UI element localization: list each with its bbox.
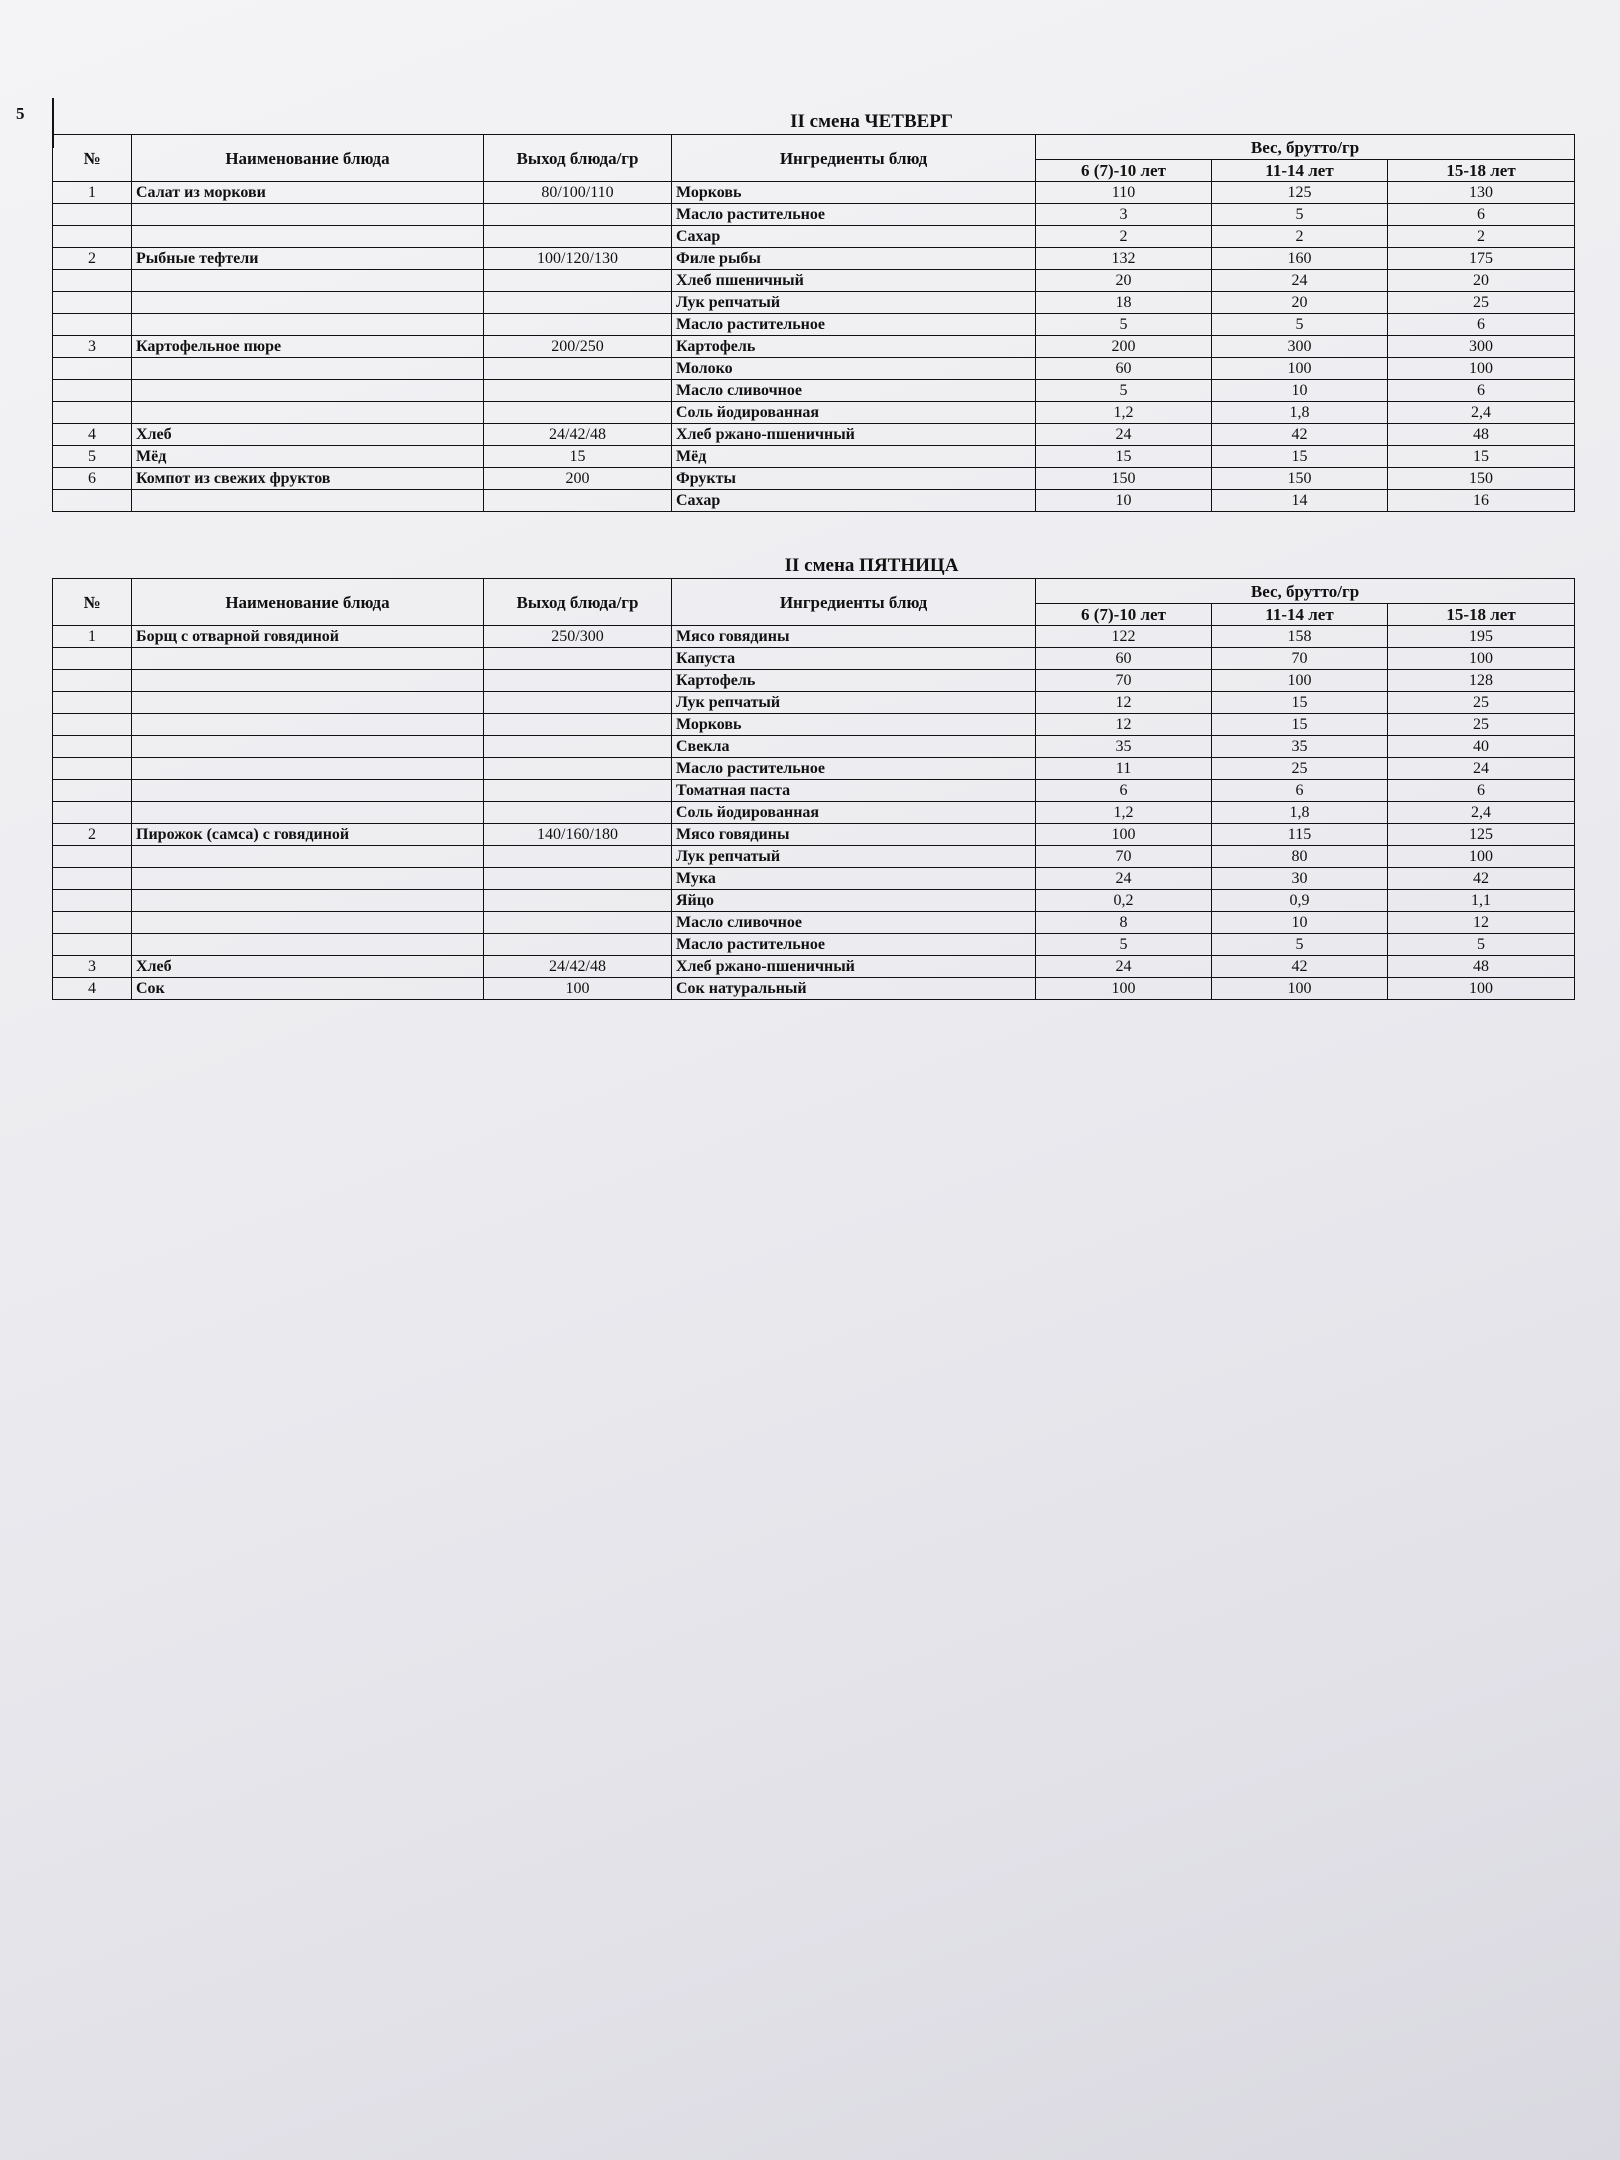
row-number: 2 <box>53 824 132 846</box>
dish-yield <box>484 490 672 512</box>
table-row <box>53 446 1575 468</box>
dish-name <box>132 714 484 736</box>
dish-yield <box>484 204 672 226</box>
dish-name: Хлеб <box>132 956 484 978</box>
row-number <box>53 648 132 670</box>
table-body <box>53 182 1575 512</box>
weight-11-14: 10 <box>1212 380 1388 402</box>
ingredient-name: Морковь <box>672 714 1036 736</box>
weight-6-10: 35 <box>1036 736 1212 758</box>
weight-15-18: 15 <box>1388 446 1575 468</box>
ingredient-name: Хлеб пшеничный <box>672 270 1036 292</box>
dish-yield <box>484 758 672 780</box>
weight-11-14: 30 <box>1212 868 1388 890</box>
weight-11-14: 14 <box>1212 490 1388 512</box>
weight-15-18: 1,1 <box>1388 890 1575 912</box>
weight-11-14: 24 <box>1212 270 1388 292</box>
header-dish: Наименование блюда <box>132 579 484 626</box>
ingredient-name: Соль йодированная <box>672 802 1036 824</box>
dish-yield: 24/42/48 <box>484 424 672 446</box>
dish-yield: 200 <box>484 468 672 490</box>
ingredient-name: Сахар <box>672 226 1036 248</box>
weight-11-14: 80 <box>1212 846 1388 868</box>
weight-15-18: 2 <box>1388 226 1575 248</box>
ingredient-name: Мука <box>672 868 1036 890</box>
dish-name <box>132 802 484 824</box>
weight-15-18: 130 <box>1388 182 1575 204</box>
weight-6-10: 100 <box>1036 824 1212 846</box>
weight-11-14: 20 <box>1212 292 1388 314</box>
header-num: № <box>53 135 132 182</box>
weight-11-14: 100 <box>1212 670 1388 692</box>
table-row <box>53 890 1575 912</box>
weight-15-18: 24 <box>1388 758 1575 780</box>
ingredient-name: Яйцо <box>672 890 1036 912</box>
weight-6-10: 12 <box>1036 692 1212 714</box>
dish-name <box>132 758 484 780</box>
dish-yield <box>484 868 672 890</box>
table-row <box>53 402 1575 424</box>
weight-15-18: 5 <box>1388 934 1575 956</box>
weight-6-10: 5 <box>1036 934 1212 956</box>
weight-15-18: 128 <box>1388 670 1575 692</box>
weight-11-14: 15 <box>1212 446 1388 468</box>
table-row <box>53 248 1575 270</box>
ingredient-name: Мясо говядины <box>672 626 1036 648</box>
weight-6-10: 110 <box>1036 182 1212 204</box>
ingredient-name: Масло растительное <box>672 204 1036 226</box>
row-number <box>53 270 132 292</box>
dish-yield <box>484 380 672 402</box>
weight-11-14: 160 <box>1212 248 1388 270</box>
weight-15-18: 40 <box>1388 736 1575 758</box>
dish-yield: 100 <box>484 978 672 1000</box>
weight-11-14: 70 <box>1212 648 1388 670</box>
dish-name <box>132 270 484 292</box>
table-row <box>53 182 1575 204</box>
table-row <box>53 714 1575 736</box>
weight-6-10: 60 <box>1036 648 1212 670</box>
dish-yield <box>484 890 672 912</box>
ingredient-name: Соль йодированная <box>672 402 1036 424</box>
row-number: 6 <box>53 468 132 490</box>
table-row <box>53 978 1575 1000</box>
weight-15-18: 175 <box>1388 248 1575 270</box>
header-ingredients: Ингредиенты блюд <box>672 135 1036 182</box>
weight-6-10: 122 <box>1036 626 1212 648</box>
dish-yield <box>484 780 672 802</box>
weight-15-18: 48 <box>1388 956 1575 978</box>
header-age-11-14: 11-14 лет <box>1212 160 1388 182</box>
row-number <box>53 358 132 380</box>
dish-name <box>132 692 484 714</box>
dish-name <box>132 648 484 670</box>
weight-11-14: 15 <box>1212 714 1388 736</box>
weight-6-10: 70 <box>1036 846 1212 868</box>
table-row <box>53 868 1575 890</box>
dish-name: Пирожок (самса) с говядиной <box>132 824 484 846</box>
table-row <box>53 424 1575 446</box>
weight-6-10: 24 <box>1036 868 1212 890</box>
row-number <box>53 490 132 512</box>
weight-15-18: 100 <box>1388 978 1575 1000</box>
weight-15-18: 2,4 <box>1388 402 1575 424</box>
ingredient-name: Масло сливочное <box>672 912 1036 934</box>
table-row <box>53 802 1575 824</box>
dish-name <box>132 380 484 402</box>
dish-name <box>132 358 484 380</box>
dish-name <box>132 314 484 336</box>
page-number: 5 <box>16 104 25 123</box>
weight-11-14: 5 <box>1212 934 1388 956</box>
dish-name <box>132 670 484 692</box>
table-row <box>53 626 1575 648</box>
ingredient-name: Филе рыбы <box>672 248 1036 270</box>
weight-11-14: 100 <box>1212 978 1388 1000</box>
dish-name <box>132 736 484 758</box>
row-number <box>53 226 132 248</box>
weight-11-14: 5 <box>1212 204 1388 226</box>
row-number <box>53 292 132 314</box>
weight-15-18: 25 <box>1388 692 1575 714</box>
weight-15-18: 16 <box>1388 490 1575 512</box>
table-row <box>53 670 1575 692</box>
dish-name <box>132 402 484 424</box>
row-number <box>53 912 132 934</box>
weight-11-14: 10 <box>1212 912 1388 934</box>
table-row <box>53 736 1575 758</box>
weight-15-18: 25 <box>1388 292 1575 314</box>
dish-name: Хлеб <box>132 424 484 446</box>
weight-11-14: 1,8 <box>1212 802 1388 824</box>
table-row <box>53 912 1575 934</box>
header-weight: Вес, брутто/гр <box>1036 579 1575 604</box>
dish-name <box>132 868 484 890</box>
table-row <box>53 648 1575 670</box>
weight-11-14: 25 <box>1212 758 1388 780</box>
ingredient-name: Хлеб ржано-пшеничный <box>672 956 1036 978</box>
row-number <box>53 380 132 402</box>
header-ingredients: Ингредиенты блюд <box>672 579 1036 626</box>
table-row <box>53 490 1575 512</box>
ingredient-name: Морковь <box>672 182 1036 204</box>
table-row <box>53 846 1575 868</box>
weight-15-18: 6 <box>1388 780 1575 802</box>
menu-table-thursday <box>52 108 1575 512</box>
ingredient-name: Хлеб ржано-пшеничный <box>672 424 1036 446</box>
weight-15-18: 195 <box>1388 626 1575 648</box>
weight-15-18: 100 <box>1388 846 1575 868</box>
row-number <box>53 890 132 912</box>
dish-yield <box>484 226 672 248</box>
weight-6-10: 6 <box>1036 780 1212 802</box>
weight-6-10: 60 <box>1036 358 1212 380</box>
weight-11-14: 100 <box>1212 358 1388 380</box>
weight-11-14: 300 <box>1212 336 1388 358</box>
dish-name: Компот из свежих фруктов <box>132 468 484 490</box>
row-number: 1 <box>53 626 132 648</box>
weight-15-18: 48 <box>1388 424 1575 446</box>
weight-11-14: 35 <box>1212 736 1388 758</box>
table-row <box>53 204 1575 226</box>
dish-name: Сок <box>132 978 484 1000</box>
weight-6-10: 18 <box>1036 292 1212 314</box>
dish-yield: 200/250 <box>484 336 672 358</box>
header-age-6-10: 6 (7)-10 лет <box>1036 604 1212 626</box>
table-row <box>53 468 1575 490</box>
row-number <box>53 670 132 692</box>
weight-15-18: 6 <box>1388 380 1575 402</box>
weight-6-10: 100 <box>1036 978 1212 1000</box>
weight-15-18: 20 <box>1388 270 1575 292</box>
ingredient-name: Свекла <box>672 736 1036 758</box>
ingredient-name: Фрукты <box>672 468 1036 490</box>
dish-yield <box>484 802 672 824</box>
weight-11-14: 6 <box>1212 780 1388 802</box>
weight-15-18: 125 <box>1388 824 1575 846</box>
table-row <box>53 824 1575 846</box>
row-number: 4 <box>53 978 132 1000</box>
table-row <box>53 956 1575 978</box>
header-yield: Выход блюда/гр <box>484 579 672 626</box>
row-number <box>53 758 132 780</box>
weight-15-18: 6 <box>1388 314 1575 336</box>
weight-15-18: 150 <box>1388 468 1575 490</box>
weight-6-10: 24 <box>1036 424 1212 446</box>
table-title: II смена ПЯТНИЦА <box>53 552 1575 579</box>
header-age-15-18: 15-18 лет <box>1388 160 1575 182</box>
dish-name <box>132 846 484 868</box>
header-weight: Вес, брутто/гр <box>1036 135 1575 160</box>
weight-6-10: 12 <box>1036 714 1212 736</box>
dish-yield <box>484 714 672 736</box>
row-number <box>53 692 132 714</box>
weight-11-14: 125 <box>1212 182 1388 204</box>
header-dish: Наименование блюда <box>132 135 484 182</box>
weight-11-14: 2 <box>1212 226 1388 248</box>
ingredient-name: Молоко <box>672 358 1036 380</box>
ingredient-name: Лук репчатый <box>672 692 1036 714</box>
row-number: 3 <box>53 956 132 978</box>
weight-6-10: 1,2 <box>1036 802 1212 824</box>
row-number <box>53 314 132 336</box>
weight-15-18: 25 <box>1388 714 1575 736</box>
dish-yield <box>484 648 672 670</box>
row-number <box>53 714 132 736</box>
weight-6-10: 1,2 <box>1036 402 1212 424</box>
row-number: 2 <box>53 248 132 270</box>
dish-yield <box>484 270 672 292</box>
ingredient-name: Томатная паста <box>672 780 1036 802</box>
table-row <box>53 336 1575 358</box>
weight-15-18: 300 <box>1388 336 1575 358</box>
weight-11-14: 15 <box>1212 692 1388 714</box>
dish-name: Борщ с отварной говядиной <box>132 626 484 648</box>
dish-yield: 24/42/48 <box>484 956 672 978</box>
header-age-15-18: 15-18 лет <box>1388 604 1575 626</box>
weight-6-10: 150 <box>1036 468 1212 490</box>
ingredient-name: Масло сливочное <box>672 380 1036 402</box>
ingredient-name: Лук репчатый <box>672 292 1036 314</box>
table-row <box>53 934 1575 956</box>
row-number <box>53 780 132 802</box>
dish-yield <box>484 292 672 314</box>
dish-name <box>132 890 484 912</box>
dish-name <box>132 226 484 248</box>
weight-6-10: 5 <box>1036 380 1212 402</box>
table-row <box>53 292 1575 314</box>
weight-6-10: 15 <box>1036 446 1212 468</box>
weight-11-14: 42 <box>1212 424 1388 446</box>
ingredient-name: Сахар <box>672 490 1036 512</box>
dish-yield <box>484 934 672 956</box>
table-row <box>53 380 1575 402</box>
row-number <box>53 846 132 868</box>
weight-6-10: 200 <box>1036 336 1212 358</box>
dish-name <box>132 934 484 956</box>
weight-11-14: 150 <box>1212 468 1388 490</box>
weight-15-18: 12 <box>1388 912 1575 934</box>
ingredient-name: Масло растительное <box>672 758 1036 780</box>
dish-yield <box>484 692 672 714</box>
dish-yield: 100/120/130 <box>484 248 672 270</box>
header-age-6-10: 6 (7)-10 лет <box>1036 160 1212 182</box>
row-number: 5 <box>53 446 132 468</box>
weight-11-14: 1,8 <box>1212 402 1388 424</box>
weight-6-10: 10 <box>1036 490 1212 512</box>
dish-name: Картофельное пюре <box>132 336 484 358</box>
weight-15-18: 100 <box>1388 648 1575 670</box>
weight-6-10: 20 <box>1036 270 1212 292</box>
dish-yield <box>484 314 672 336</box>
table-row <box>53 358 1575 380</box>
weight-6-10: 132 <box>1036 248 1212 270</box>
weight-6-10: 5 <box>1036 314 1212 336</box>
table-row <box>53 226 1575 248</box>
dish-yield: 250/300 <box>484 626 672 648</box>
dish-yield <box>484 670 672 692</box>
dish-yield <box>484 846 672 868</box>
row-number <box>53 736 132 758</box>
weight-6-10: 24 <box>1036 956 1212 978</box>
dish-name <box>132 780 484 802</box>
ingredient-name: Мёд <box>672 446 1036 468</box>
dish-yield: 15 <box>484 446 672 468</box>
dish-name: Мёд <box>132 446 484 468</box>
ingredient-name: Картофель <box>672 336 1036 358</box>
dish-name <box>132 490 484 512</box>
table-row <box>53 758 1575 780</box>
dish-yield: 80/100/110 <box>484 182 672 204</box>
row-number: 3 <box>53 336 132 358</box>
header-num: № <box>53 579 132 626</box>
table-body <box>53 626 1575 1000</box>
weight-11-14: 158 <box>1212 626 1388 648</box>
dish-yield <box>484 912 672 934</box>
weight-6-10: 0,2 <box>1036 890 1212 912</box>
weight-15-18: 2,4 <box>1388 802 1575 824</box>
dish-yield <box>484 736 672 758</box>
weight-11-14: 5 <box>1212 314 1388 336</box>
menu-table-friday <box>52 552 1575 1000</box>
ingredient-name: Масло растительное <box>672 934 1036 956</box>
row-number: 4 <box>53 424 132 446</box>
weight-6-10: 11 <box>1036 758 1212 780</box>
table-row <box>53 780 1575 802</box>
weight-11-14: 42 <box>1212 956 1388 978</box>
table-title: II смена ЧЕТВЕРГ <box>53 108 1575 135</box>
table-row <box>53 314 1575 336</box>
weight-15-18: 6 <box>1388 204 1575 226</box>
weight-11-14: 115 <box>1212 824 1388 846</box>
ingredient-name: Лук репчатый <box>672 846 1036 868</box>
dish-yield: 140/160/180 <box>484 824 672 846</box>
weight-6-10: 8 <box>1036 912 1212 934</box>
row-number: 1 <box>53 182 132 204</box>
table-row <box>53 692 1575 714</box>
weight-6-10: 3 <box>1036 204 1212 226</box>
dish-name <box>132 912 484 934</box>
ingredient-name: Мясо говядины <box>672 824 1036 846</box>
dish-yield <box>484 402 672 424</box>
row-number <box>53 204 132 226</box>
ingredient-name: Капуста <box>672 648 1036 670</box>
weight-15-18: 100 <box>1388 358 1575 380</box>
row-number <box>53 802 132 824</box>
dish-name: Салат из моркови <box>132 182 484 204</box>
weight-6-10: 2 <box>1036 226 1212 248</box>
ingredient-name: Масло растительное <box>672 314 1036 336</box>
dish-yield <box>484 358 672 380</box>
ingredient-name: Сок натуральный <box>672 978 1036 1000</box>
row-number <box>53 934 132 956</box>
header-yield: Выход блюда/гр <box>484 135 672 182</box>
weight-6-10: 70 <box>1036 670 1212 692</box>
dish-name <box>132 204 484 226</box>
dish-name <box>132 292 484 314</box>
table-row <box>53 270 1575 292</box>
ingredient-name: Картофель <box>672 670 1036 692</box>
header-age-11-14: 11-14 лет <box>1212 604 1388 626</box>
weight-15-18: 42 <box>1388 868 1575 890</box>
weight-11-14: 0,9 <box>1212 890 1388 912</box>
row-number <box>53 402 132 424</box>
row-number <box>53 868 132 890</box>
dish-name: Рыбные тефтели <box>132 248 484 270</box>
